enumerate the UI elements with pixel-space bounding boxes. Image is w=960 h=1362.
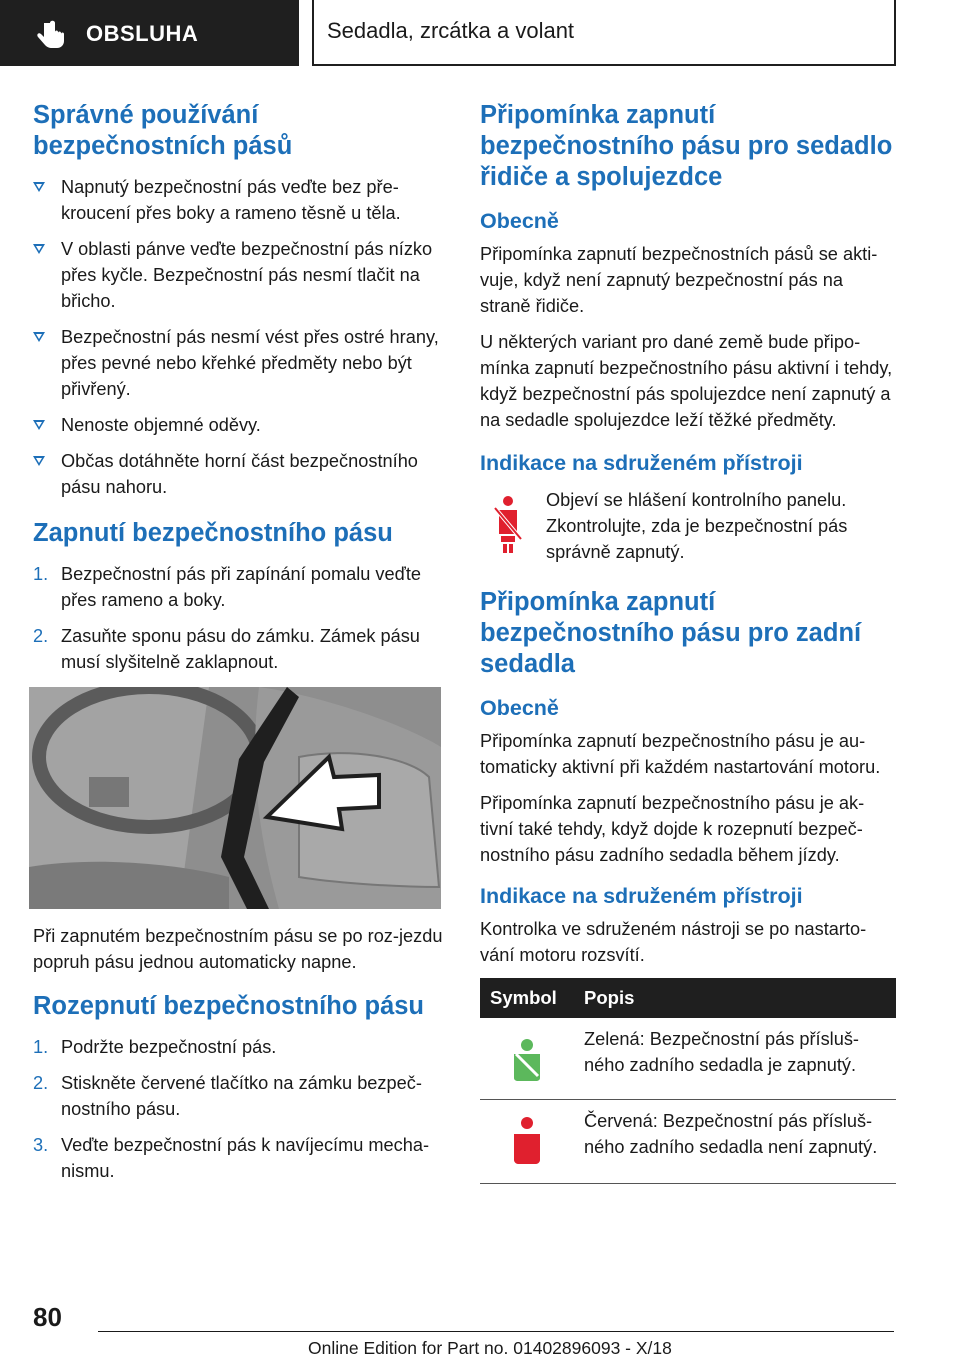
triangle-bullet-icon (33, 244, 45, 254)
front-reminder-text-2: U některých variant pro dané země bude připo-mínka zapnutí bezpečnostního pásu aktivní i tehdy, když bezpečnostní pás spolujezdce není zapnutý a na sedadle spolujezdce leží těžké předměty. (480, 332, 893, 430)
heading-fasten-belt: Zapnutí bezpečnostního pásu (33, 519, 393, 547)
section-tab (0, 0, 299, 66)
step-item: 2. Stiskněte červené tlačítko na zámku bezpeč-nostního pásu. (33, 1073, 422, 1119)
list-item: V oblasti pánve veďte bezpečnostní pás nízko přes kyčle. Bezpečnostní pás nesmí tlačit na břicho. (33, 236, 445, 314)
heading-rear-reminder: Připomínka zapnutí bezpečnostního pásu pro zadní sedadla (480, 588, 862, 678)
subheading-general: Obecně (480, 209, 559, 233)
cluster-indication: Objeví se hlášení kontrolního panelu. Zkontrolujte, zda je bezpečnostní pás správně zapnutý. (480, 487, 896, 565)
fasten-steps (33, 561, 445, 675)
auto-tension-note: Při zapnutém bezpečnostním pásu se po roz-jezdu popruh pásu jednou automaticky napne. (33, 926, 443, 972)
subheading-general-rear: Obecně (480, 696, 559, 720)
unfasten-steps (33, 1034, 445, 1184)
front-reminder-text-1: Připomínka zapnutí bezpečnostních pásů se akti-vuje, když není zapnutý bezpečnostní pás na straně řidiče. (480, 244, 878, 316)
right-column (480, 100, 896, 1184)
column-header-symbol: Symbol (480, 978, 574, 1018)
rear-indicator-text: Kontrolka ve sdruženém nástroji se po nastarto-vání motoru rozsvítí. (480, 919, 867, 965)
symbol-table (480, 978, 896, 1184)
heading-proper-use: Správné používání bezpečnostních pásů (33, 101, 293, 160)
table-row (480, 1100, 896, 1184)
subheading-cluster-indication: Indikace na sdruženém přístroji (480, 451, 803, 475)
triangle-bullet-icon (33, 332, 45, 342)
green-belt-fastened-icon (510, 1038, 544, 1082)
left-column (33, 100, 445, 1194)
step-item: 2. Zasuňte sponu pásu do zámku. Zámek pásu musí slyšitelně zaklapnout. (33, 626, 420, 672)
seat-belt-warning-icon (492, 495, 524, 555)
step-item: 3. Veďte bezpečnostní pás k navíjecímu mecha-nismu. (33, 1135, 430, 1181)
footer-edition: Online Edition for Part no. 01402896093 - X/18 (308, 1338, 672, 1358)
triangle-bullet-icon (33, 456, 45, 466)
triangle-bullet-icon (33, 182, 45, 192)
red-description: Červená: Bezpečnostní pás přísluš-ného zadního sedadla není zapnutý. (574, 1100, 896, 1184)
list-item: Občas dotáhněte horní část bezpečnostního pásu nahoru. (33, 448, 445, 500)
triangle-bullet-icon (33, 420, 45, 430)
table-row (480, 1018, 896, 1100)
subheading-cluster-indication-rear: Indikace na sdruženém přístroji (480, 884, 803, 908)
hand-pointer-icon (34, 20, 68, 50)
chapter-title: Sedadla, zrcátka a volant (327, 18, 575, 43)
rear-reminder-text-2: Připomínka zapnutí bezpečnostního pásu je ak-tivní také tehdy, když dojde k rozepnutí bezpeč-nostního pásu zadního sedadla během jízdy. (480, 793, 865, 865)
heading-unfasten-belt: Rozepnutí bezpečnostního pásu (33, 992, 425, 1020)
footer-divider (98, 1331, 894, 1332)
step-item: 1. Bezpečnostní pás při zapínání pomalu veďte přes rameno a boky. (33, 564, 421, 610)
section-title: OBSLUHA (86, 21, 199, 46)
list-item: Bezpečnostní pás nesmí vést přes ostré hrany, přes pevné nebo křehké předměty nebo být přivřený. (33, 324, 445, 402)
list-item: Nenoste objemné oděvy. (33, 412, 445, 438)
column-header-description: Popis (574, 978, 896, 1018)
red-belt-unfastened-icon (510, 1116, 544, 1166)
seat-belt-buckle-photo (29, 687, 441, 909)
green-description: Zelená: Bezpečnostní pás přísluš-ného zadního sedadla je zapnutý. (574, 1018, 896, 1100)
heading-front-reminder: Připomínka zapnutí bezpečnostního pásu pro sedadlo řidiče a spolujezdce (480, 101, 893, 191)
list-item: Napnutý bezpečnostní pás veďte bez pře-kroucení přes boky a rameno těsně u těla. (33, 174, 445, 226)
chapter-tab (312, 0, 896, 66)
rear-reminder-text-1: Připomínka zapnutí bezpečnostního pásu je au-tomaticky aktivní při každém nastartování motoru. (480, 731, 881, 777)
proper-use-list (33, 174, 445, 500)
page-number: 80 (33, 1302, 62, 1332)
step-item: 1. Podržte bezpečnostní pás. (33, 1037, 277, 1057)
